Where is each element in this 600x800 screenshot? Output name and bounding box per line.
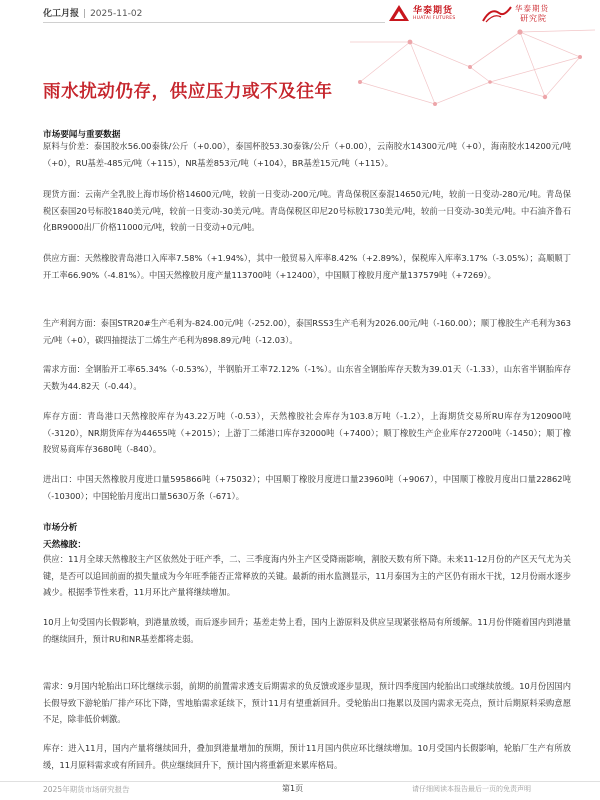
header-rule — [43, 22, 385, 23]
footer-report-label: 2025年期货市场研究报告 — [43, 785, 130, 794]
page-number: 第1页 — [282, 784, 304, 793]
report-title: 雨水扰动仍存，供应压力或不及往年 — [43, 82, 333, 102]
header-separator: | — [83, 9, 87, 19]
market-paragraph-profit: 生产利润方面：泰国STR20#生产毛利为-824.00元/吨（-252.00），泰国RSS3生产毛利为2026.00元/吨（-160.00）；顺丁橡胶生产毛利为363元/吨（+0），碳四抽提法丁二烯生产毛利为898.89元/吨（-12.03）。 — [43, 318, 571, 345]
footer-rule — [0, 781, 600, 782]
market-paragraph-raw-materials: 原料与价差：泰国胶水56.00泰铢/公斤（+0.00），泰国杯胶53.30泰铢/公斤（+0.00），云南胶水14300元/吨（+0），海南胶水14200元/吨（+0），RU基差-485元/吨（+115），NR基差853元/吨（+104），BR基差15元/吨（+115）。 — [43, 141, 571, 168]
report-header — [43, 6, 142, 19]
logo2-cn-text: 华泰期货 — [515, 4, 549, 13]
logo2-sub-text: 研究院 — [520, 14, 547, 23]
analysis-subheading-natural-rubber: 天然橡胶： — [43, 540, 86, 550]
logo1-cn-text: 华泰期货 — [413, 6, 454, 16]
logo1-en-text: HUATAI FUTURES — [413, 16, 456, 21]
huatai-logo-icon — [388, 4, 410, 22]
analysis-paragraph-supply: 供应：11月全球天然橡胶主产区依然处于旺产季，二、三季度海内外主产区受降雨影响，割胶天数有所下降。未来11-12月份的产区天气尤为关键，是否可以追回前面的损失量成为今年旺季能否正常释放的关键。最新的雨水监测显示，11月泰国为主的产区仍有雨水干扰，12月份雨水逐步减少。根据季节性来看，11月环比产量将继续增加。 — [43, 554, 571, 597]
decorative-network-graphic — [340, 22, 600, 112]
research-logo-icon — [482, 5, 512, 23]
market-section-heading: 市场要闻与重要数据 — [43, 130, 121, 140]
market-paragraph-trade: 进出口：中国天然橡胶月度进口量595866吨（+75032）；中国顺丁橡胶月度进口量23960吨（+9067），中国顺丁橡胶月度出口量22862吨（-10300）；中国轮胎月度出口量5630万条（-671）。 — [43, 474, 571, 501]
analysis-paragraph-arrivals: 10月上旬受国内长假影响，到港量放缓，而后逐步回升；基差走势上看，国内上游原料及供应呈现紧张格局有所缓解。11月份伴随着国内到港量的继续回升，预计RU和NR基差都将走弱。 — [43, 617, 571, 644]
market-paragraph-inventory: 库存方面：青岛港口天然橡胶库存为43.22万吨（-0.53），天然橡胶社会库存为103.8万吨（-1.2），上海期货交易所RU库存为120900吨（-3120），NR期货库存为44655吨（+2015）；上游丁二烯港口库存32000吨（+7400）；顺丁橡胶生产企业库存27200吨（-1450）；顺丁橡胶贸易商库存3680吨（-840）。 — [43, 411, 571, 454]
market-paragraph-spot: 现货方面：云南产全乳胶上海市场价格14600元/吨，较前一日变动-200元/吨。青岛保税区泰混14650元/吨，较前一日变动-280元/吨。青岛保税区泰国20号标胶1840美元/吨，较前一日变动-30美元/吨。青岛保税区印尼20号标胶1730美元/吨，较前一日变动-30美元/吨。中石油齐鲁石化BR9000出厂价格11000元/吨，较前一日变动+0元/吨。 — [43, 189, 571, 232]
report-date: 2025-11-02 — [90, 9, 143, 19]
report-name: 化工月报 — [43, 9, 80, 19]
analysis-paragraph-inventory: 库存：进入11月，国内产量将继续回升，叠加到港量增加的预期，预计11月国内供应环比继续增加。10月受国内长假影响，轮胎厂生产有所放缓，11月原料需求或有所回升。供应继续回升下，预计国内将重新迎来累库格局。 — [43, 743, 571, 770]
analysis-section-heading: 市场分析 — [43, 523, 78, 533]
footer-disclaimer-note: 请仔细阅读本报告最后一页的免责声明 — [412, 785, 531, 793]
market-paragraph-demand: 需求方面：全钢胎开工率65.34%（-0.53%），半钢胎开工率72.12%（-1%）。山东省全钢胎库存天数为39.01天（-1.33），山东省半钢胎库存天数为44.82天（-0.44）。 — [43, 364, 571, 391]
market-paragraph-supply: 供应方面：天然橡胶青岛港口入库率7.58%（+1.94%），其中一般贸易入库率8.42%（+2.89%），保税库入库率3.17%（-3.05%）；高顺顺丁开工率66.90%（-4.81%）。中国天然橡胶月度产量113700吨（+12400），中国顺丁橡胶月度产量137579吨（+7269）。 — [43, 253, 571, 280]
analysis-paragraph-demand: 需求：9月国内轮胎出口环比继续示弱，前期的前置需求透支后期需求的负反馈或逐步显现，预计四季度国内轮胎出口或继续放缓。10月份因国内长假导致下游轮胎厂排产环比下降，雪地胎需求延续下，预计11月有望重新回升。受轮胎出口拖累以及国内需求无亮点，预计后期原料采购意愿不足，除非低价刺激。 — [43, 681, 571, 724]
